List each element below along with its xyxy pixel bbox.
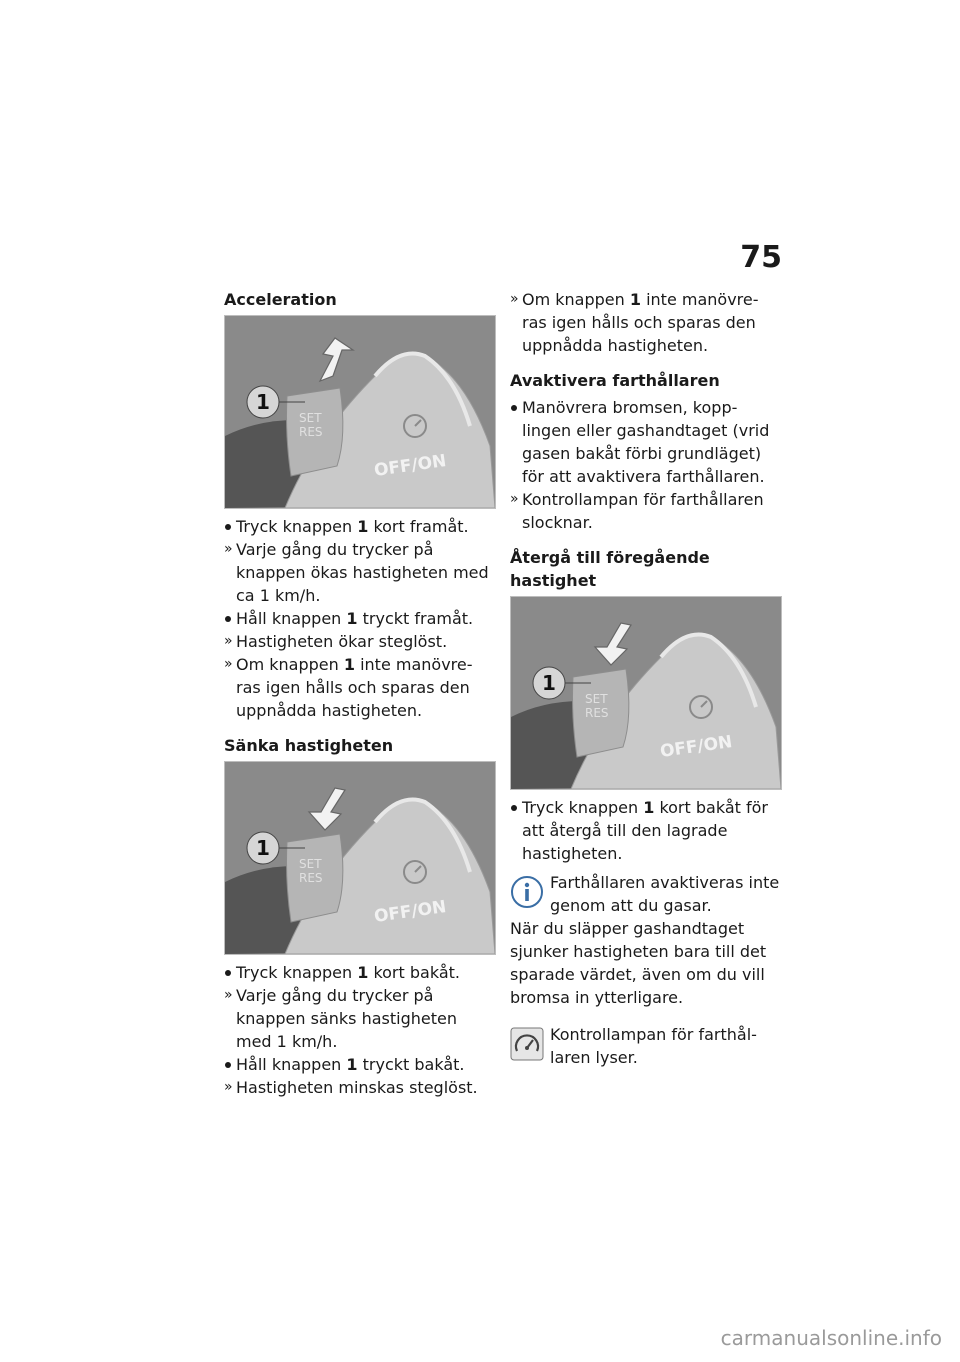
off-on-label: OFF/ON [658, 732, 734, 762]
list-item: Håll knappen 1 tryckt bakåt. [236, 1055, 465, 1074]
list-item: Tryck knappen 1 kort bakåt. [236, 963, 460, 982]
cruise-control-lamp-icon [510, 1027, 544, 1061]
result-item: » Om knappen 1 inte manövre-ras igen hålls och sparas den uppnådda hastigheten. [510, 290, 759, 355]
info-note-first: Farthållaren avaktiveras inte genom att du gasar. [550, 873, 780, 915]
figure-lower-speed [224, 761, 496, 955]
off-on-label: OFF/ON [372, 897, 448, 927]
heading-lower-speed: Sänka hastigheten [224, 736, 394, 755]
heading-deactivate: Avaktivera farthållaren [510, 371, 720, 390]
list-item: Håll knappen 1 tryckt framåt. [236, 609, 474, 628]
watermark: carmanualsonline.info [720, 1326, 942, 1350]
lamp-note-text: Kontrollampan för farthål-laren lyser. [550, 1025, 757, 1067]
acceleration-steps [224, 515, 496, 722]
callout-number: 1 [542, 671, 556, 695]
info-icon [510, 875, 544, 909]
list-item: Manövrera bromsen, kopp-lingen eller gashandtaget (vrid gasen bakåt förbi grundläget) för att avaktivera farthållaren. [522, 398, 770, 486]
right-column [510, 288, 782, 1069]
result-item: » Hastigheten minskas steglöst. [224, 1078, 478, 1097]
figure-acceleration [224, 315, 496, 509]
lamp-note [510, 1023, 782, 1069]
heading-acceleration: Acceleration [224, 290, 337, 309]
set-label: SET [299, 857, 322, 871]
left-column [224, 288, 496, 1099]
heading-resume: Återgå till föregående hastighet [510, 548, 710, 590]
set-label: SET [585, 692, 608, 706]
callout-number: 1 [256, 390, 270, 414]
result-item: » Varje gång du trycker på knappen ökas hastigheten med ca 1 km/h. [224, 540, 489, 605]
list-item: Tryck knappen 1 kort framåt. [236, 517, 469, 536]
set-label: SET [299, 411, 322, 425]
result-item: » Kontrollampan för farthållaren slocknar. [510, 490, 764, 532]
off-on-label: OFF/ON [372, 451, 448, 481]
res-label: RES [299, 425, 323, 439]
info-note-rest: När du släpper gashandtaget sjunker hastigheten bara till det sparade värdet, även om du vill bromsa in ytterligare. [510, 919, 767, 1007]
info-note [510, 871, 782, 917]
result-item: » Om knappen 1 inte manövre-ras igen hålls och sparas den uppnådda hastigheten. [224, 655, 473, 720]
list-item: Tryck knappen 1 kort bakåt för att återgå till den lagrade hastigheten. [522, 798, 768, 863]
result-item: » Hastigheten ökar steglöst. [224, 632, 448, 651]
lower-speed-steps [224, 961, 496, 1099]
res-label: RES [299, 871, 323, 885]
callout-number: 1 [256, 836, 270, 860]
page-number: 75 [740, 240, 782, 275]
figure-resume [510, 596, 782, 790]
res-label: RES [585, 706, 609, 720]
result-item: » Varje gång du trycker på knappen sänks hastigheten med 1 km/h. [224, 986, 457, 1051]
